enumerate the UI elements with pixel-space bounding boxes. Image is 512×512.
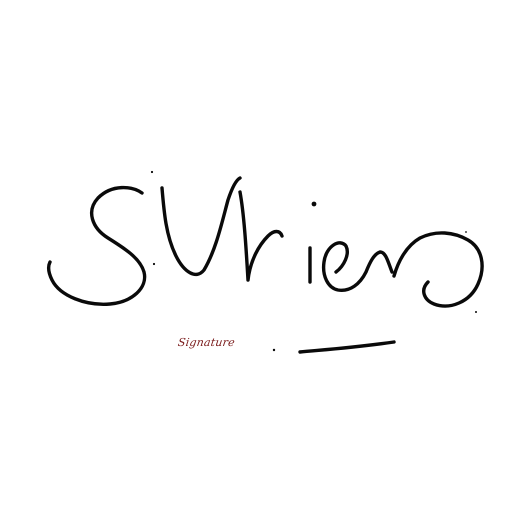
signature-stroke-s xyxy=(49,188,145,305)
signature-caption: Signature xyxy=(177,336,236,349)
signature-underline xyxy=(300,342,394,352)
ink-speck xyxy=(151,171,153,173)
ink-speck xyxy=(475,311,477,313)
signature-stroke-v xyxy=(162,178,240,274)
signature-stroke-o xyxy=(394,233,482,306)
signature-stroke-e xyxy=(324,243,392,290)
ink-speck xyxy=(465,231,467,233)
ink-speck xyxy=(153,263,155,265)
signature-stroke-r xyxy=(240,192,282,280)
ink-speck xyxy=(273,349,275,351)
signature-dot xyxy=(312,202,317,207)
